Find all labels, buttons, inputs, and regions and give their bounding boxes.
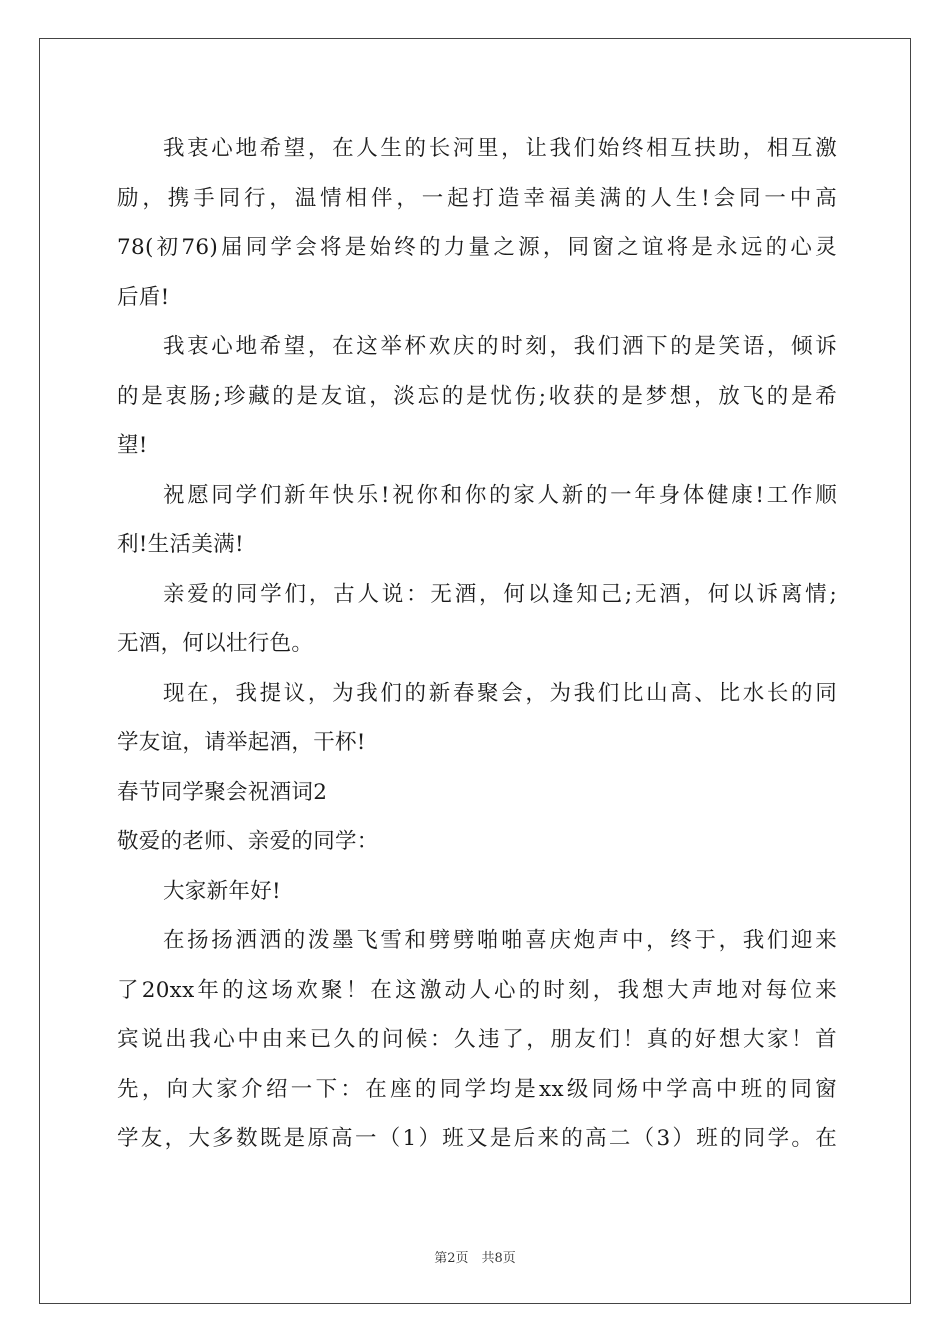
text-line: 先，向大家介绍一下：在座的同学均是xx级同炀中学高中班的同窗 [117,1076,837,1102]
text-line: 宾说出我心中由来已久的问候：久违了，朋友们！真的好想大家！首 [117,1027,837,1052]
text-line: 了20xx年的这场欢聚！在这激动人心的时刻，我想大声地对每位来 [117,977,837,1003]
text-line: 无酒，何以壮行色。 [117,631,314,656]
text-line: 现在，我提议，为我们的新春聚会，为我们比山高、比水长的同 [163,680,837,706]
text-line: 在扬扬洒洒的泼墨飞雪和劈劈啪啪喜庆炮声中，终于，我们迎来 [163,928,837,953]
text-line: 大家新年好! [163,878,281,904]
text-line: 学友，大多数既是原高一（1）班又是后来的高二（3）班的同学。在 [117,1126,837,1151]
text-line: 我衷心地希望，在这举杯欢庆的时刻，我们洒下的是笑语，倾诉 [163,334,837,359]
text-line: 春节同学聚会祝酒词2 [117,779,328,805]
text-line: 亲爱的同学们，古人说：无酒，何以逢知己;无酒，何以诉离情; [163,581,837,607]
text-line: 励，携手同行，温情相伴，一起打造幸福美满的人生!会同一中高 [117,185,837,211]
text-line: 祝愿同学们新年快乐!祝你和你的家人新的一年身体健康!工作顺 [163,482,837,508]
text-line: 我衷心地希望，在人生的长河里，让我们始终相互扶助，相互激 [163,136,837,161]
text-line: 78(初76)届同学会将是始终的力量之源，同窗之谊将是永远的心灵 [117,235,837,260]
text-line: 望! [117,433,148,458]
text-line: 敬爱的老师、亲爱的同学： [117,829,379,854]
page-footer: 第2页 共8页 [434,1251,516,1266]
text-line: 的是衷肠;珍藏的是友谊，淡忘的是忧伤;收获的是梦想，放飞的是希 [117,383,837,409]
text-line: 学友谊，请举起酒，干杯! [117,730,366,755]
text-line: 利!生活美满! [117,532,244,557]
text-line: 后盾! [117,284,170,310]
